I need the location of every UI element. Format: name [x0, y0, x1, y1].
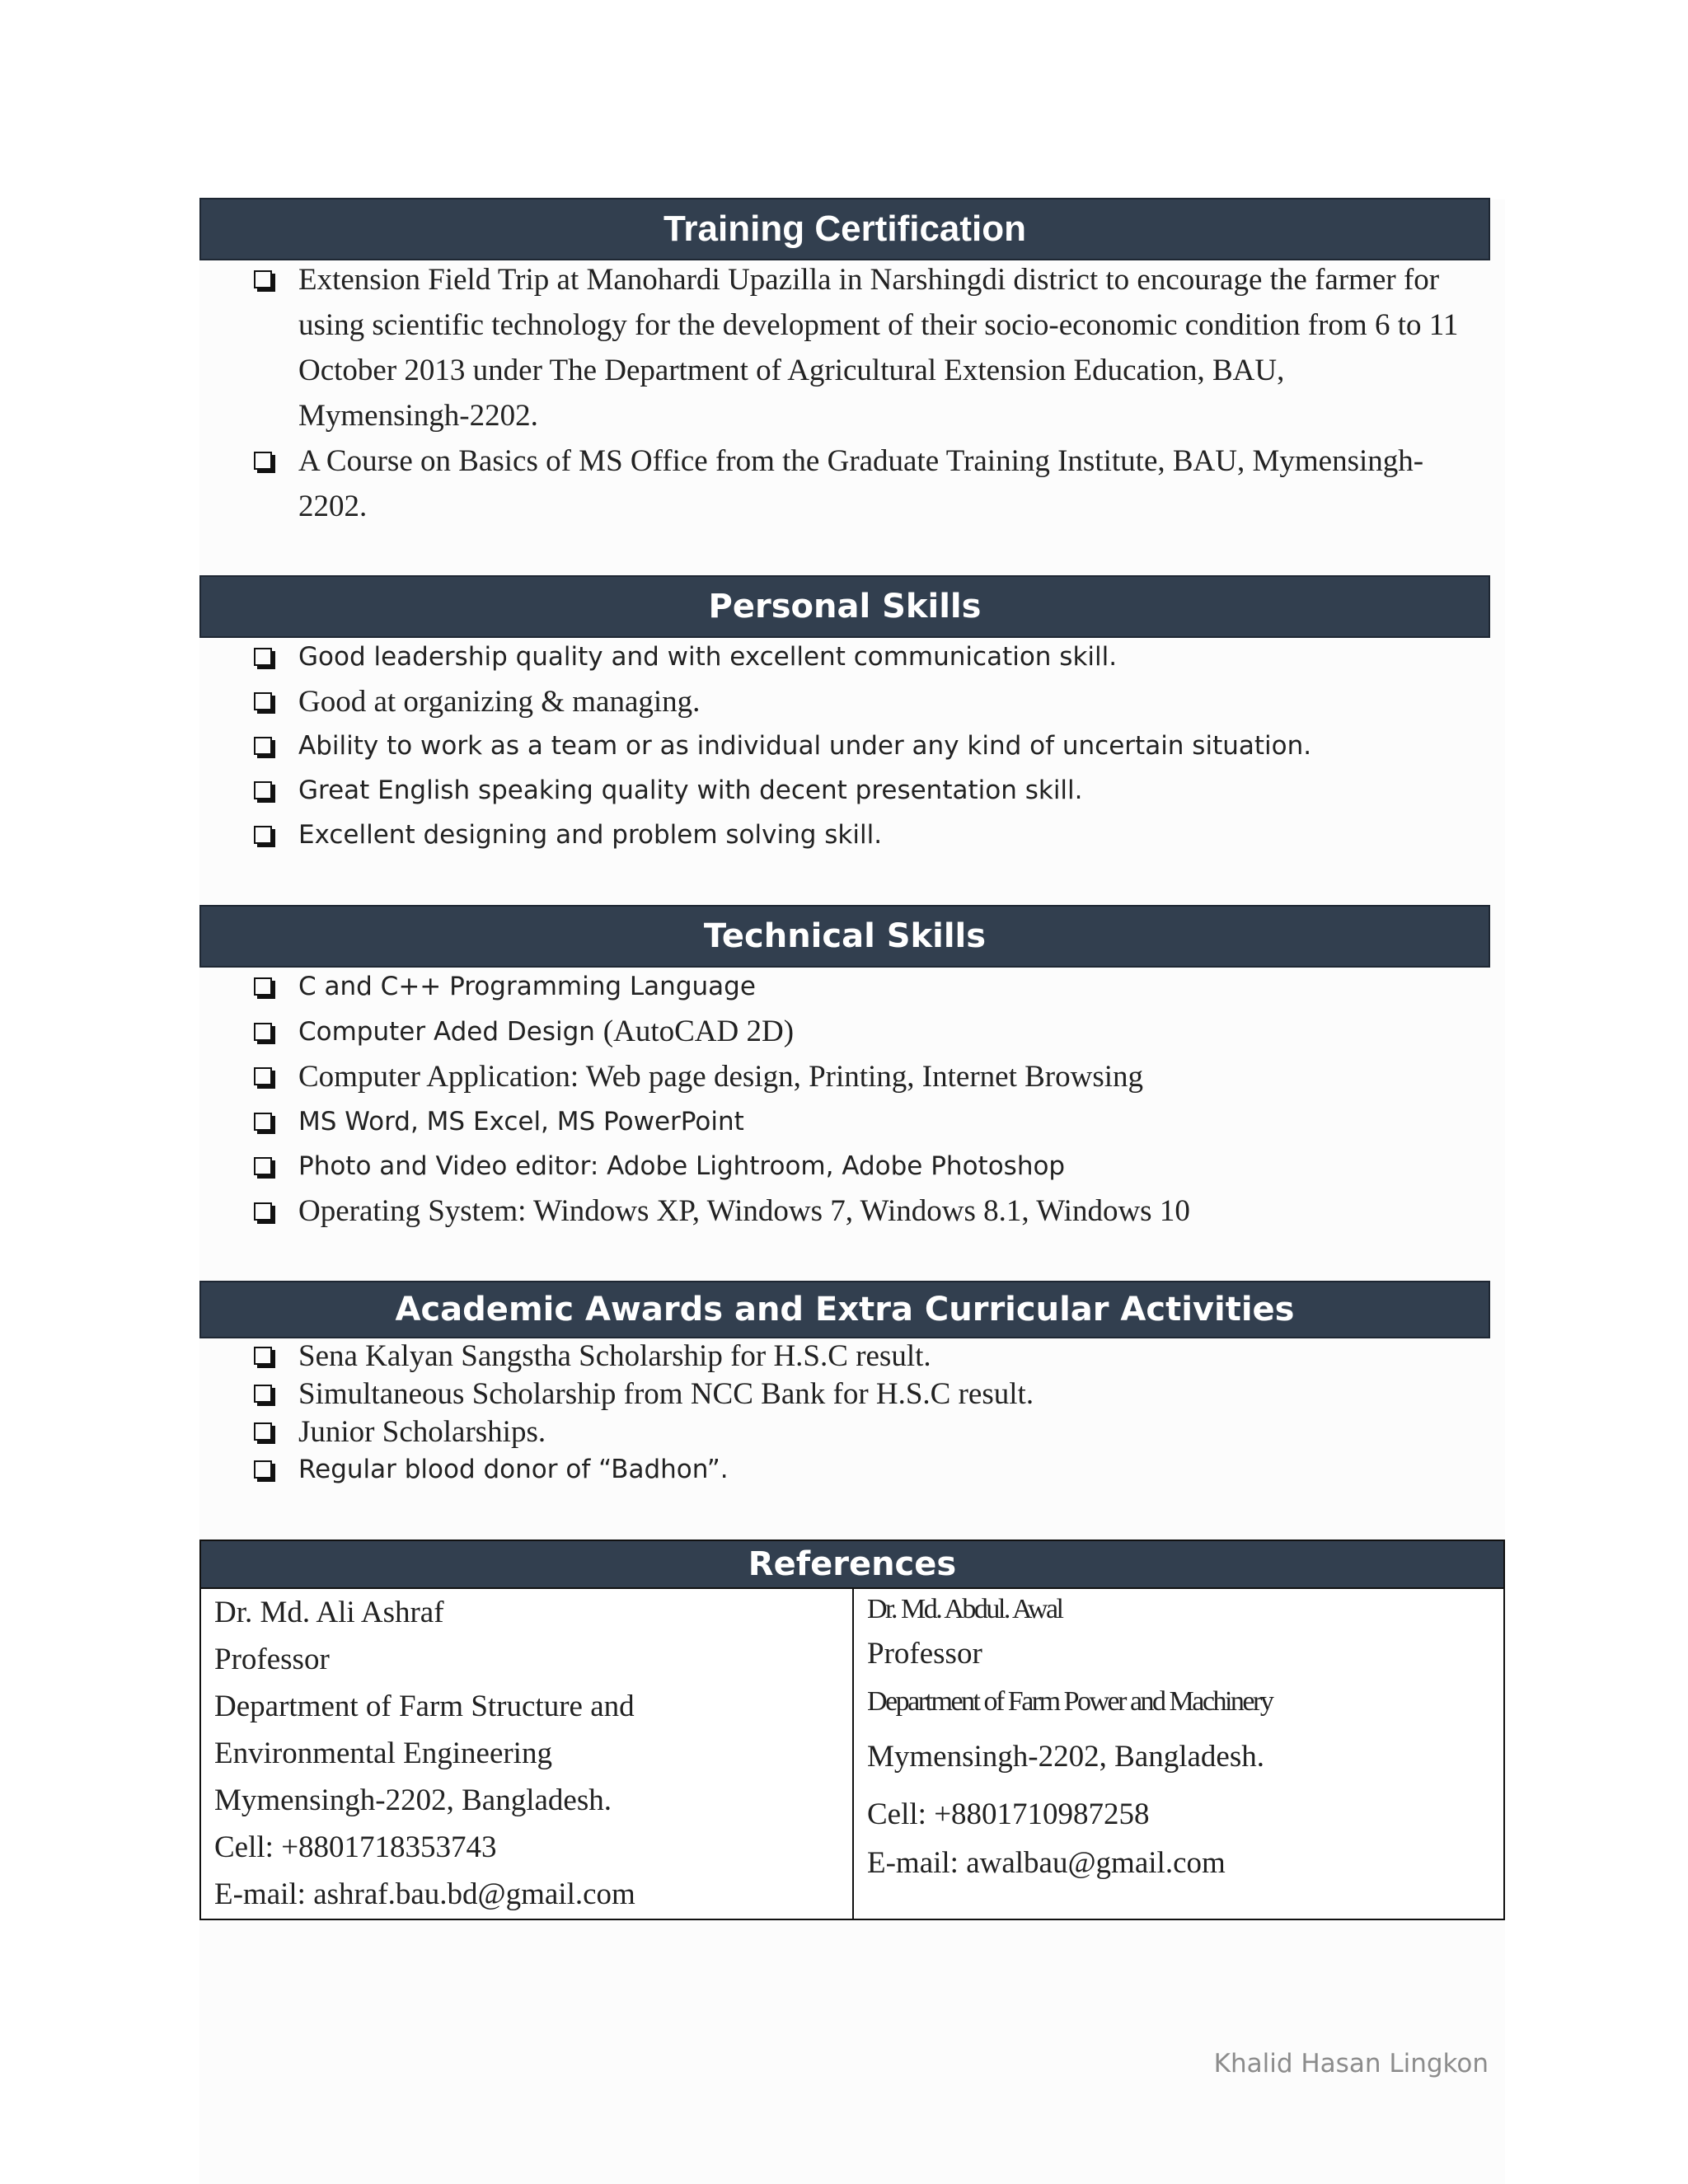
checkbox-bullet-icon [254, 270, 272, 288]
item-text: Ability to work as a team or as individual under any kind of uncertain situation. [298, 731, 1312, 761]
academic-awards-header [199, 1281, 1490, 1338]
checkbox-bullet-icon [254, 1202, 272, 1221]
list-item [247, 679, 1484, 724]
reference-position: Professor [214, 1643, 330, 1676]
item-text: Sena Kalyan Sangstha Scholarship for H.S.C result. [298, 1338, 931, 1373]
list-item [247, 1010, 1484, 1055]
checkbox-bullet-icon [254, 1347, 272, 1365]
checkbox-bullet-icon [254, 1023, 272, 1041]
references-table [199, 1540, 1505, 1920]
checkbox-bullet-icon [254, 737, 272, 755]
checkbox-bullet-icon [254, 1067, 272, 1085]
list-item [247, 964, 1484, 1010]
item-text: Good at organizing & managing. [298, 684, 701, 719]
section-title: References [748, 1545, 957, 1583]
reference-address: Mymensingh-2202, Bangladesh. [214, 1783, 612, 1817]
references-header [201, 1541, 1503, 1589]
section-title: Academic Awards and Extra Curricular Activities [395, 1291, 1295, 1329]
list-item [247, 635, 1484, 679]
personal-skills-list [247, 635, 1484, 857]
reference-position: Professor [867, 1637, 982, 1671]
item-text: Operating System: Windows XP, Windows 7, Windows 8.1, Windows 10 [298, 1194, 1190, 1229]
checkbox-bullet-icon [254, 1460, 272, 1479]
reference-left [214, 1589, 841, 1918]
reference-department: Department of Farm Structure and [214, 1690, 635, 1723]
list-item [247, 1413, 1484, 1451]
list-item [247, 438, 1459, 529]
checkbox-bullet-icon [254, 692, 272, 710]
item-text: Simultaneous Scholarship from NCC Bank for H.S.C result. [298, 1376, 1034, 1411]
checkbox-bullet-icon [254, 1113, 272, 1131]
list-item [247, 1144, 1484, 1189]
item-text: Great English speaking quality with decent presentation skill. [298, 776, 1083, 805]
list-item [247, 768, 1484, 813]
checkbox-bullet-icon [254, 1157, 272, 1175]
list-item [247, 813, 1484, 857]
list-item [247, 1099, 1484, 1145]
checkbox-bullet-icon [254, 648, 272, 666]
footer-author-name: Khalid Hasan Lingkon [1213, 2049, 1489, 2079]
checkbox-bullet-icon [254, 1385, 272, 1403]
column-divider [852, 1589, 854, 1919]
item-text: Photo and Video editor: Adobe Lightroom, Adobe Photoshop [298, 1151, 1066, 1182]
checkbox-bullet-icon [254, 977, 272, 996]
checkbox-bullet-icon [254, 781, 272, 799]
reference-name: Dr. Md. Abdul. Awal [867, 1594, 1062, 1624]
training-list [247, 257, 1459, 529]
reference-email: E-mail: ashraf.bau.bd@gmail.com [214, 1877, 635, 1911]
reference-email: E-mail: awalbau@gmail.com [867, 1846, 1226, 1880]
list-item [247, 1189, 1484, 1235]
list-item [247, 1451, 1484, 1488]
reference-name: Dr. Md. Ali Ashraf [214, 1596, 444, 1629]
section-title: Personal Skills [708, 588, 982, 626]
item-text: (AutoCAD 2D) [603, 1015, 795, 1049]
item-text: Computer Application: Web page design, Printing, Internet Browsing [298, 1059, 1143, 1094]
technical-skills-header [199, 905, 1490, 968]
item-text: MS Word, MS Excel, MS PowerPoint [298, 1106, 744, 1137]
reference-address: Mymensingh-2202, Bangladesh. [867, 1740, 1264, 1774]
reference-right [867, 1589, 1493, 1886]
reference-cell: Cell: +8801718353743 [214, 1830, 497, 1864]
list-item [247, 1375, 1484, 1413]
item-text: Excellent designing and problem solving skill. [298, 820, 883, 850]
item-text: Good leadership quality and with excellent communication skill. [298, 642, 1118, 672]
item-text: Junior Scholarships. [298, 1414, 546, 1449]
item-text: Extension Field Trip at Manohardi Upazilla in Narshingdi district to encourage the farmer for using scientific technology for the development of their socio-economic condition from 6 to 11 October 2013 under The Department of Agricultural Extension Education, BAU, Mymensingh-2202. [298, 263, 1459, 433]
checkbox-bullet-icon [254, 826, 272, 844]
item-text: Computer Aded Design [298, 1016, 595, 1047]
list-item [247, 257, 1459, 438]
list-item [247, 724, 1484, 768]
section-title: Technical Skills [703, 917, 987, 955]
item-text: Regular blood donor of “Badhon”. [298, 1455, 729, 1484]
list-item [247, 1054, 1484, 1099]
reference-department: Environmental Engineering [214, 1736, 552, 1770]
checkbox-bullet-icon [254, 1422, 272, 1441]
section-title: Training Certification [663, 209, 1027, 249]
list-item [247, 1337, 1484, 1375]
reference-department: Department of Farm Power and Machinery [867, 1686, 1273, 1717]
academic-awards-list [247, 1337, 1484, 1488]
personal-skills-header [199, 575, 1490, 638]
item-text: A Course on Basics of MS Office from the Graduate Training Institute, BAU, Mymensingh-2202. [298, 444, 1424, 523]
training-certification-header [199, 198, 1490, 260]
reference-cell: Cell: +8801710987258 [867, 1797, 1150, 1831]
item-text: C and C++ Programming Language [298, 972, 756, 1002]
checkbox-bullet-icon [254, 452, 272, 470]
technical-skills-list [247, 964, 1484, 1234]
